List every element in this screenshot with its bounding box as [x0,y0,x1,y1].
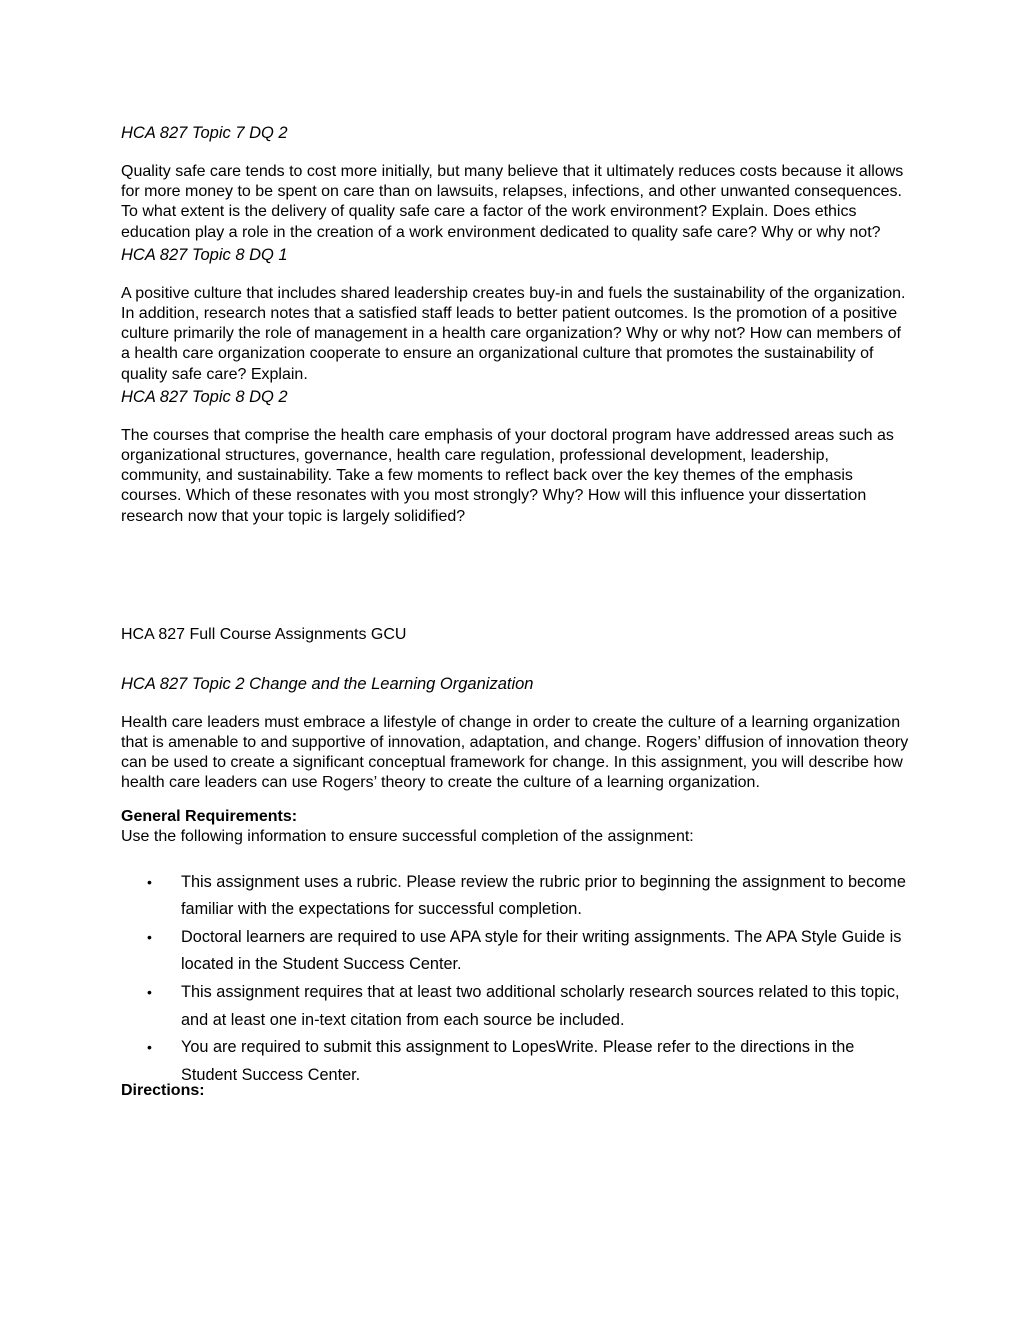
bullet-icon: • [147,1039,152,1056]
topic8-dq2-title: HCA 827 Topic 8 DQ 2 [121,387,288,406]
requirement-text: This assignment requires that at least two additional scholarly research sources related to this topic, and at least one in-text citation from each source be included. [181,983,900,1029]
general-requirements-label: General Requirements: [121,807,298,825]
general-requirements-intro: Use the following information to ensure successful completion of the assignment: [121,827,694,845]
topic8-dq1-text: A positive culture that includes shared leadership creates buy-in and fuels the sustainability of the organization. In addition, research notes that a satisfied staff leads to better patient outcomes. Is the promotion of a positive culture primarily the role of management in a health care organization? Why or why not? How can members of a health care organization cooperate to ensure an organizational culture that promotes the sustainability of quality safe care? Explain. [121,284,906,383]
requirement-item [121,869,911,924]
topic2-title: HCA 827 Topic 2 Change and the Learning Organization [121,674,534,693]
document-content [121,123,911,1101]
bullet-icon: • [147,928,152,945]
directions-label: Directions: [121,1082,205,1100]
requirement-text: Doctoral learners are required to use APA style for their writing assignments. The APA Style Guide is located in the Student Success Center. [181,927,902,974]
requirement-text: This assignment uses a rubric. Please review the rubric prior to beginning the assignment to become familiar with the expectations for successful completion. [181,872,906,919]
topic8-dq2-text: The courses that comprise the health care emphasis of your doctoral program have addressed areas such as organizational structures, governance, health care regulation, professional development, leadership, community, and sustainability. Take a few moments to reflect back over the key themes of the emphasis courses. Which of these resonates with you most strongly? Why? How will this influence your dissertation research now that your topic is largely solidified? [121,426,894,525]
requirement-item [121,924,911,979]
requirements-list [121,869,911,1090]
requirement-item [121,979,911,1034]
bullet-icon: • [147,873,152,890]
topic8-dq1-title: HCA 827 Topic 8 DQ 1 [121,245,288,264]
topic7-dq2-title: HCA 827 Topic 7 DQ 2 [121,124,288,142]
requirement-text: You are required to submit this assignment to LopesWrite. Please refer to the directions in the Student Success Center. [181,1038,855,1084]
topic7-dq2-text: Quality safe care tends to cost more initially, but many believe that it ultimately reduces costs because it allows for more money to be spent on care than on lawsuits, relapses, infections, and other unwanted consequences. To what extent is the delivery of quality safe care a factor of the work environment? Explain. Does ethics education play a role in the creation of a work environment dedicated to quality safe care? Why or why not? [121,163,904,241]
bullet-icon: • [147,984,152,1001]
requirement-item [121,1034,911,1089]
full-course-line: HCA 827 Full Course Assignments GCU [121,625,407,643]
topic2-text: Health care leaders must embrace a lifestyle of change in order to create the culture of a learning organization that is amenable to and supportive of innovation, adaptation, and change. Rogers’ diffusion of innovation theory can be used to create a significant conceptual framework for change. In this assignment, you will describe how health care leaders can use Rogers’ theory to create the culture of a learning organization. [121,713,909,792]
